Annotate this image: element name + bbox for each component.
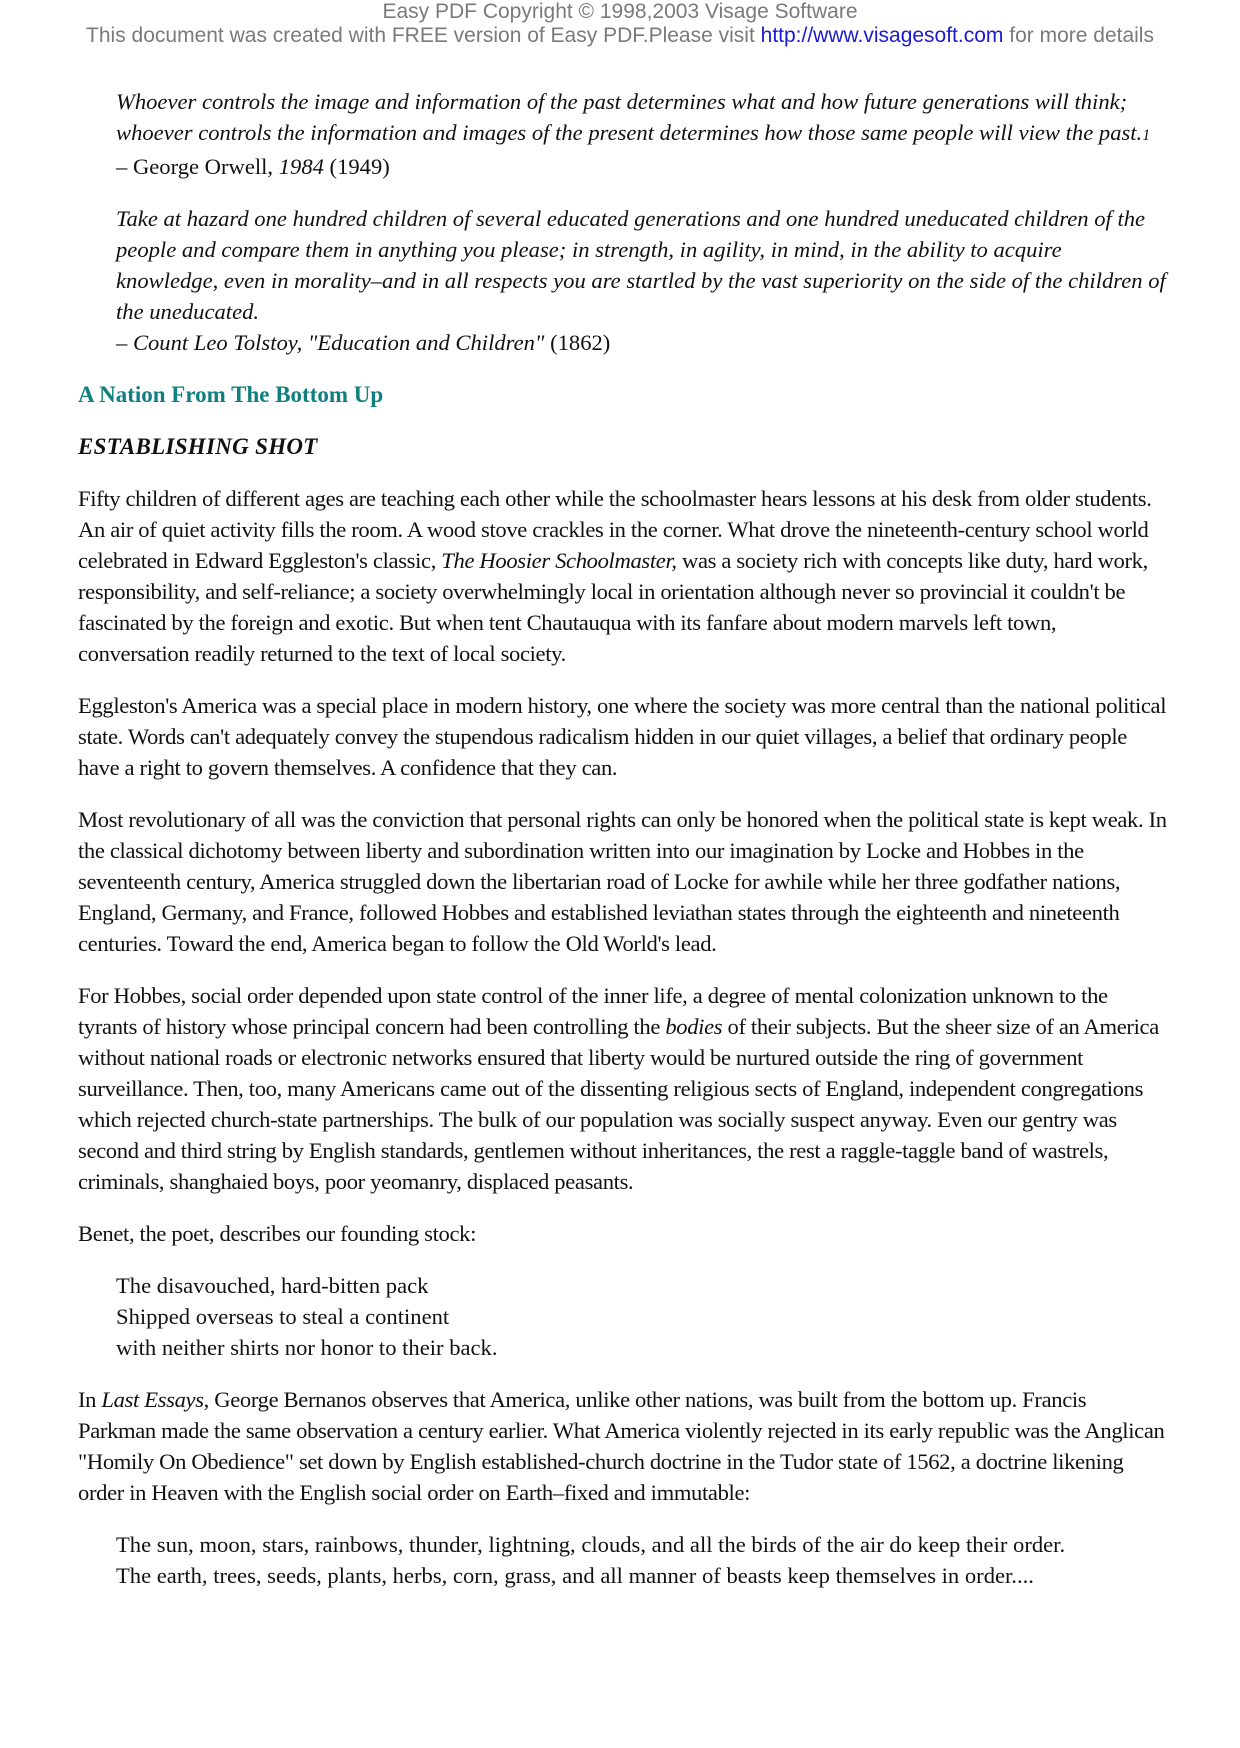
attribution-author: – Count Leo Tolstoy, "Education and Children" [116, 330, 545, 355]
epigraph-text [116, 86, 1168, 151]
epigraph-quote: Whoever controls the image and information of the past determines what and how future generations will think; whoever controls the information and images of the present determines how those same people will view the past. [116, 89, 1143, 145]
paragraph-5: Benet, the poet, describes our founding stock: [78, 1221, 477, 1246]
paragraph-text: In [78, 1387, 102, 1412]
banner-link[interactable]: http://www.visagesoft.com [760, 24, 1004, 47]
paragraph-6 [78, 1384, 1168, 1508]
sub-heading: ESTABLISHING SHOT [78, 434, 318, 459]
banner-notice-prefix: This document was created with FREE version of Easy PDF.Please visit [86, 24, 761, 47]
pdf-watermark-banner [0, 0, 1240, 48]
paragraph-1 [78, 483, 1168, 669]
verse-line: The earth, trees, seeds, plants, herbs, corn, grass, and all manner of beasts keep themselves in order.... [116, 1563, 1034, 1588]
attribution-year: (1949) [323, 154, 390, 179]
emphasis: bodies [665, 1014, 723, 1039]
paragraph-text: of their subjects. But the sheer size of an America without national roads or electronic networks ensured that liberty would be nurtured outside the ring of government surveillance. Then, too, many Americans came out of the dissenting religious sects of England, independent congregations which rejected church-state partnerships. The bulk of our population was socially suspect anyway. Even our gentry was second and third string by English standards, gentlemen without inheritances, the rest a raggle-taggle band of wastrels, criminals, shanghaied boys, poor yeomanry, displaced peasants. [78, 1014, 1159, 1194]
banner-notice [0, 24, 1240, 48]
epigraph-orwell [116, 86, 1168, 182]
book-title: Last Essays [101, 1387, 204, 1412]
verse-line: with neither shirts nor honor to their back. [116, 1335, 498, 1360]
attribution-title: 1984 [278, 154, 324, 179]
footnote-marker: 1 [1142, 127, 1151, 144]
paragraph-3: Most revolutionary of all was the conviction that personal rights can only be honored when the political state is kept weak. In the classical dichotomy between liberty and subordination written into our imagination by Locke and Hobbes in the seventeenth century, America struggled down the libertarian road of Locke for awhile while her three godfather nations, England, Germany, and France, followed Hobbes and established leviathan states through the eighteenth and nineteenth centuries. Toward the end, America began to follow the Old World's lead. [78, 807, 1167, 956]
epigraph-attribution [116, 151, 1168, 182]
epigraph-tolstoy [116, 203, 1168, 358]
epigraph-attribution [116, 327, 1168, 358]
verse-benet [116, 1270, 1168, 1363]
verse-line: The sun, moon, stars, rainbows, thunder, lightning, clouds, and all the birds of the air do keep their order. [116, 1532, 1066, 1557]
document-body [78, 86, 1168, 1612]
paragraph-2: Eggleston's America was a special place in modern history, one where the society was more central than the national political state. Words can't adequately convey the stupendous radicalism hidden in our quiet villages, a belief that ordinary people have a right to govern themselves. A confidence that they can. [78, 693, 1167, 780]
verse-line: Shipped overseas to steal a continent [116, 1304, 450, 1329]
paragraph-text: , George Bernanos observes that America, unlike other nations, was built from the bottom up. Francis Parkman made the same observation a century earlier. What America violently rejected in its early republic was the Anglican "Homily On Obedience" set down by English established-church doctrine in the Tudor state of 1562, a doctrine likening order in Heaven with the English social order on Earth–fixed and immutable: [78, 1387, 1165, 1505]
paragraph-text: was a society rich with concepts like duty, hard work, responsibility, and self-reliance; a society overwhelmingly local in orientation although never so provincial it couldn't be fascinated by the foreign and exotic. But when tent Chautauqua with its fanfare about modern marvels left town, conversation readily returned to the text of local society. [78, 548, 1148, 666]
banner-notice-suffix: for more details [1003, 24, 1154, 47]
paragraph-text: Fifty children of different ages are teaching each other while the schoolmaster hears lessons at his desk from older students. An air of quiet activity fills the room. A wood stove crackles in the corner. What drove the nineteenth-century school world celebrated in Edward Eggleston's classic, [78, 486, 1152, 573]
attribution-year: (1862) [544, 330, 611, 355]
verse-line: The disavouched, hard-bitten pack [116, 1273, 429, 1298]
paragraph-4 [78, 980, 1168, 1197]
book-title: The Hoosier Schoolmaster, [441, 548, 677, 573]
attribution-author: – George Orwell, [116, 154, 279, 179]
epigraph-text: Take at hazard one hundred children of several educated generations and one hundred uneducated children of the people and compare them in anything you please; in strength, in agility, in mind, in the ability to acquire knowledge, even in morality–and in all respects you are startled by the vast superiority on the side of the children of the uneducated. [116, 206, 1166, 324]
paragraph-text: For Hobbes, social order depended upon state control of the inner life, a degree of mental colonization unknown to the tyrants of history whose principal concern had been controlling the [78, 983, 1108, 1039]
banner-copyright: Easy PDF Copyright © 1998,2003 Visage Software [382, 0, 858, 23]
section-heading: A Nation From The Bottom Up [78, 382, 384, 407]
verse-homily [116, 1529, 1168, 1591]
